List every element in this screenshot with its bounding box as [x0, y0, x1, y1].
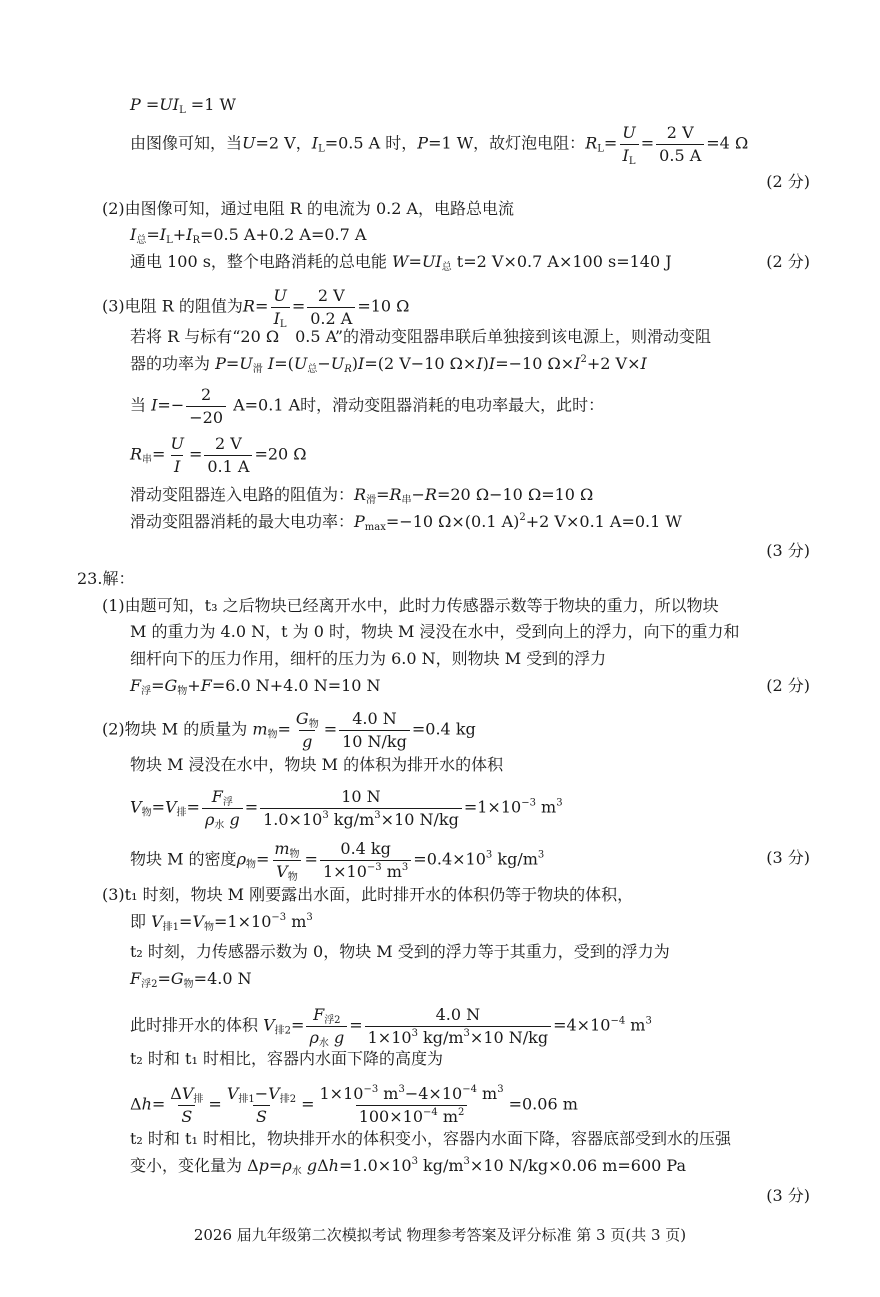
part3-intro: (3)电阻 R 的阻值为: [102, 296, 243, 316]
page-footer: 2026 届九年级第二次模拟考试 物理参考答案及评分标准 第 3 页(共 3 页): [193, 1226, 687, 1244]
density-line: 物块 M 的密度$\rho_物=$ $\frac{m_物}{V_物}$ = $\frac{0.4 kg}{1\times 10^{-3} m^3}$ $=0.4\times 10^3$ $kg/m^3$: [130, 839, 545, 883]
mass-line: (2)物块 M 的质量为 $m_物=$ $\frac{G_物}{g}$ = $\frac{4.0 N}{10 N/kg}$ =0.4 kg: [102, 709, 476, 751]
volume-intro-line: 物块 M 浸没在水中，物块 M 的体积为排开水的体积: [130, 755, 504, 774]
score-3-c: (3 分): [766, 1186, 810, 1205]
q23-part1-line2: M 的重力为 4.0 N，t 为 0 时，物块 M 浸没在水中，受到向上的浮力，向下的重力和: [130, 622, 740, 641]
max-current-line: 当 I=− $\frac{2}{-20}$ A=0.1 A时，滑动变阻器消耗的电功率最大，此时：: [130, 385, 605, 427]
q23-part1-line3: 细杆向下的压力作用，细杆的压力为 6.0 N，则物块 M 受到的浮力: [130, 649, 607, 668]
series-resistance-line: $R_串=$ $\frac{U}{I}$ = $\frac{2 V}{0.1 A}$ =20 Ω: [130, 434, 307, 476]
score-2-b: (2 分): [766, 252, 810, 271]
volume-line: $V_物=V_排=$ $\frac{F_浮}{\rho_水 g}$ = $\frac{10 N}{1.0\times 10^3 kg/m^3\times 10 N/kg}$ $=1\times 10^{-3}$ $m^3$: [130, 787, 563, 831]
buoyancy-line: $F_浮=G_物+F=6.0$ N+4.0 N=10 N: [130, 676, 381, 697]
score-2-a: (2 分): [766, 172, 810, 191]
displaced-volume-line: 即 $V_{排1}=V_物=1\times 10^{-3}$ $m^3$: [130, 912, 313, 933]
max-power-line: 滑动变阻器消耗的最大电功率：$P_{max}=-10$ Ω×(0.1 A)$^2$+2 V×0.1 A=0.1 W: [130, 512, 682, 533]
q23-part3-line8: t₂ 时和 t₁ 时相比，物块排开水的体积变小，容器内水面下降，容器底部受到水的压强: [130, 1129, 731, 1148]
energy-prefix: 通电 100 s，整个电路消耗的总电能: [130, 252, 387, 271]
score-3-b: (3 分): [766, 848, 810, 867]
score-3-a: (3 分): [766, 541, 810, 560]
pressure-change-line: 变小，变化量为 $\Delta p=\rho_水$ $g\Delta h=1.0\times 10^3$ $kg/m^3\times 10$ N/kg×0.06 m=600 Pa: [130, 1156, 686, 1177]
q23-part1-line1: (1)由题可知，t₃ 之后物块已经离开水中，此时力传感器示数等于物块的重力，所以物块: [102, 596, 719, 615]
part3-line2: 若将 R 与标有“20 Ω 0.5 A”的滑动变阻器串联后单独接到该电源上，则滑动变阻: [130, 327, 712, 346]
q23-part3-line1: (3)t₁ 时刻，物块 M 刚要露出水面，此时排开水的体积仍等于物块的体积，: [102, 885, 634, 904]
height-drop-line: Δh= $\frac{\Delta V_排}{S}$ = $\frac{V_{排1}-V_{排2}}{S}$ = $\frac{1\times 10^{-3} m^3-4\times 10^{-4} m^3}{100\times 10^{-4} m^2}$ =0.06 m: [130, 1084, 578, 1126]
rheostat-resistance-line: 滑动变阻器连入电路的阻值为：$R_滑=R_串-R=20$ Ω−10 Ω=10 Ω: [130, 485, 594, 506]
resistor-value-line: (3)电阻 R 的阻值为R= $\frac{U}{I_L}$ = $\frac{2 V}{0.2 A}$ =10 Ω: [102, 286, 410, 330]
score-2-c: (2 分): [766, 676, 810, 695]
buoyancy2-line: $F_{浮2}=G_物=4.0$ N: [130, 969, 252, 990]
total-energy-line: 通电 100 s，整个电路消耗的总电能 $W=UI_总$ t=2 V×0.7 A×100 s=140 J: [130, 252, 672, 273]
lamp-resistance-line: 由图像可知，当U=2 V，$I_L=0.5$ A 时，P=1 W，故灯泡电阻：$R_L=$ $\frac{U}{I_L}$ = $\frac{2 V}{0.5 A}$ =4 Ω: [130, 123, 749, 167]
power-line: $P =UI_L =1$ W: [130, 95, 236, 116]
displaced-volume2-line: 此时排开水的体积 $V_{排2}=$ $\frac{F_{浮2}}{\rho_水 g}$ = $\frac{4.0 N}{1\times 10^3 kg/m^3\times 10 N/kg}$ $=4\times 10^{-4}$ $m^3$: [130, 1005, 652, 1049]
q23-part3-line3: t₂ 时刻，力传感器示数为 0，物块 M 受到的浮力等于其重力，受到的浮力为: [130, 942, 670, 961]
energy-rest: t=2 V×0.7 A×100 s=140 J: [456, 252, 672, 271]
rheostat-power-line: 器的功率为 $P=U_滑$ $I=(U_总-U_R)I=(2$ V−10 Ω×I)I=−10 $\Omega\times I^2+2$ V×I: [130, 354, 647, 375]
total-current-line: $I_总=I_L+I_R=0.5$ A+0.2 A=0.7 A: [130, 225, 367, 246]
part2-intro: (2)由图像可知，通过电阻 R 的电流为 0.2 A，电路总电流: [102, 199, 515, 218]
question-23-heading: 23.解：: [77, 569, 135, 588]
q23-part3-line6: t₂ 时和 t₁ 时相比，容器内水面下降的高度为: [130, 1049, 443, 1068]
resistor-result: =10 Ω: [357, 296, 410, 316]
